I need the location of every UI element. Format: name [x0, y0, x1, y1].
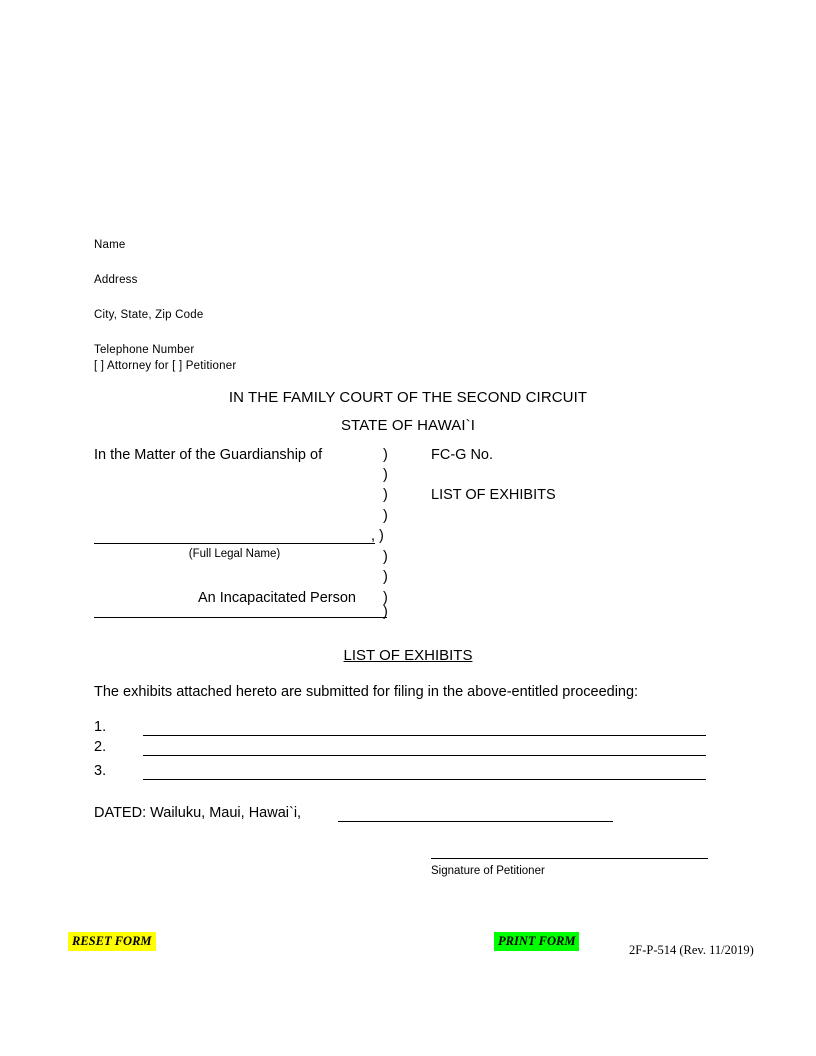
caption-document-type: LIST OF EXHIBITS [431, 487, 556, 503]
caption-paren-3: ) [383, 487, 388, 503]
caption-paren-1: ) [383, 447, 388, 463]
caption-bottom-rule [94, 617, 387, 618]
caption-incapacitated-line: An Incapacitated Person [198, 590, 356, 606]
court-heading-line-1: IN THE FAMILY COURT OF THE SECOND CIRCUIT [228, 389, 588, 406]
caption-matter-line: In the Matter of the Guardianship of [94, 447, 323, 463]
full-legal-name-label: (Full Legal Name) [188, 548, 281, 560]
court-heading-line-2: STATE OF HAWAI`I [340, 417, 476, 434]
exhibit-number-3: 3. [94, 763, 107, 779]
signature-line[interactable] [431, 858, 708, 859]
signature-label: Signature of Petitioner [431, 865, 545, 877]
intro-paragraph: The exhibits attached hereto are submitted for filing in the above-entitled proceeding: [94, 684, 639, 700]
dated-label: DATED: Wailuku, Maui, Hawai`i, [94, 805, 302, 821]
form-code: 2F-P-514 (Rev. 11/2019) [629, 943, 754, 957]
ward-name-line[interactable] [94, 543, 375, 544]
caption-paren-7: ) [383, 569, 388, 585]
print-form-button[interactable]: PRINT FORM [494, 932, 579, 951]
caption-paren-8: ) [383, 590, 388, 606]
exhibit-number-1: 1. [94, 719, 107, 735]
caption-paren-2: ) [383, 467, 388, 483]
header-address-line: Address [94, 274, 138, 286]
caption-paren-6: ) [383, 549, 388, 565]
document-title: LIST OF EXHIBITS [343, 647, 473, 664]
header-city-state-zip-line: City, State, Zip Code [94, 309, 204, 321]
exhibit-input-2[interactable] [143, 755, 706, 756]
exhibit-input-3[interactable] [143, 779, 706, 780]
exhibit-number-2: 2. [94, 739, 107, 755]
header-telephone-line: Telephone Number [94, 344, 195, 356]
exhibit-input-1[interactable] [143, 735, 706, 736]
reset-form-button[interactable]: RESET FORM [68, 932, 156, 951]
caption-paren-9: ) [383, 604, 388, 620]
caption-paren-4: ) [383, 508, 388, 524]
case-number-label: FC-G No. [431, 447, 494, 463]
caption-comma-paren-5: , ) [371, 528, 384, 544]
header-name-line: Name [94, 239, 126, 251]
dated-input[interactable] [338, 821, 613, 822]
header-attorney-petitioner-checkboxes[interactable]: [ ] Attorney for [ ] Petitioner [94, 360, 237, 372]
